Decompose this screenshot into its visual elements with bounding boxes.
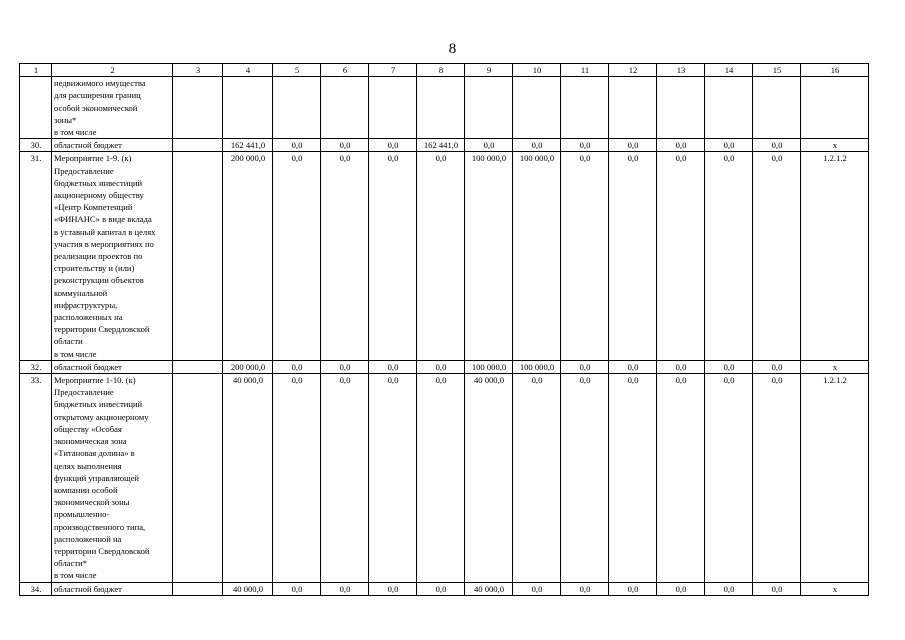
description-line: Предоставление <box>54 387 114 398</box>
description-line: в том числе <box>54 348 97 359</box>
description-line: территории Свердловской <box>54 545 150 556</box>
value-cell: 0,0 <box>417 374 465 582</box>
value-cell: 200 000,0 <box>223 360 273 373</box>
value-cell: 0,0 <box>657 582 705 595</box>
value-cell: 0,0 <box>369 152 417 360</box>
description-line: производственного типа, <box>54 521 146 532</box>
value-cell <box>173 360 223 373</box>
value-cell: 0,0 <box>321 374 369 582</box>
value-cell: 100 000,0 <box>513 360 561 373</box>
target-code-cell: 1.2.1.2 <box>801 374 869 582</box>
column-header: 16 <box>801 64 869 77</box>
column-header: 11 <box>561 64 609 77</box>
value-cell: 0,0 <box>609 152 657 360</box>
row-number: 33. <box>20 374 52 582</box>
value-cell: 0,0 <box>657 139 705 152</box>
value-cell <box>369 77 417 139</box>
description-line: особой экономической <box>54 102 138 113</box>
description-line: участия в мероприятиях по <box>54 238 154 249</box>
description-line: области* <box>54 558 88 569</box>
column-header: 14 <box>705 64 753 77</box>
column-header: 13 <box>657 64 705 77</box>
column-header: 15 <box>753 64 801 77</box>
description-line: реализации проектов по <box>54 251 143 262</box>
value-cell: 0,0 <box>753 152 801 360</box>
value-cell: 0,0 <box>657 152 705 360</box>
column-header: 9 <box>465 64 513 77</box>
description-line: бюджетных инвестиций <box>54 399 143 410</box>
description-line: инфраструктуры, <box>54 299 118 310</box>
row-description <box>52 152 173 360</box>
description-line: бюджетных инвестиций <box>54 177 143 188</box>
value-cell: 0,0 <box>705 360 753 373</box>
target-code-cell: x <box>801 360 869 373</box>
description-line: экономической зоны <box>54 497 130 508</box>
value-cell: 0,0 <box>753 374 801 582</box>
value-cell: 0,0 <box>753 360 801 373</box>
header-row <box>20 64 869 77</box>
value-cell: 0,0 <box>465 139 513 152</box>
table-row <box>20 152 869 360</box>
value-cell <box>321 77 369 139</box>
value-cell: 0,0 <box>561 139 609 152</box>
description-line: областной бюджет <box>54 361 122 372</box>
value-cell: 0,0 <box>369 374 417 582</box>
value-cell <box>609 77 657 139</box>
description-line: зоны* <box>54 114 77 125</box>
value-cell: 0,0 <box>609 582 657 595</box>
value-cell <box>173 374 223 582</box>
row-description <box>52 582 173 595</box>
description-line: экономическая зона <box>54 436 127 447</box>
value-cell: 0,0 <box>705 582 753 595</box>
value-cell: 0,0 <box>369 360 417 373</box>
value-cell <box>657 77 705 139</box>
description-line: обществу «Особая <box>54 423 122 434</box>
description-line: расположенной на <box>54 533 122 544</box>
description-line: недвижимого имущества <box>54 78 146 89</box>
value-cell: 0,0 <box>705 152 753 360</box>
description-line: в том числе <box>54 570 97 581</box>
value-cell <box>173 77 223 139</box>
column-header: 12 <box>609 64 657 77</box>
row-number: 32. <box>20 360 52 373</box>
value-cell: 0,0 <box>561 374 609 582</box>
row-description <box>52 77 173 139</box>
value-cell: 0,0 <box>273 582 321 595</box>
target-code-cell: x <box>801 582 869 595</box>
value-cell: 100 000,0 <box>465 360 513 373</box>
value-cell: 0,0 <box>321 360 369 373</box>
value-cell <box>417 77 465 139</box>
row-number <box>20 77 52 139</box>
value-cell: 0,0 <box>273 139 321 152</box>
value-cell: 40 000,0 <box>465 374 513 582</box>
description-line: реконструкции объектов <box>54 275 144 286</box>
value-cell: 40 000,0 <box>223 374 273 582</box>
value-cell: 0,0 <box>657 360 705 373</box>
column-header: 7 <box>369 64 417 77</box>
row-description <box>52 374 173 582</box>
value-cell <box>173 582 223 595</box>
value-cell: 162 441,0 <box>417 139 465 152</box>
value-cell <box>561 77 609 139</box>
value-cell: 0,0 <box>561 582 609 595</box>
value-cell: 100 000,0 <box>465 152 513 360</box>
value-cell: 0,0 <box>753 582 801 595</box>
column-header: 10 <box>513 64 561 77</box>
value-cell: 0,0 <box>321 582 369 595</box>
value-cell <box>173 139 223 152</box>
table-row <box>20 374 869 582</box>
description-line: строительству и (или) <box>54 263 135 274</box>
description-line: Предоставление <box>54 165 114 176</box>
column-header: 3 <box>173 64 223 77</box>
row-description <box>52 360 173 373</box>
value-cell: 0,0 <box>561 360 609 373</box>
column-header: 1 <box>20 64 52 77</box>
value-cell: 0,0 <box>417 360 465 373</box>
row-description <box>52 139 173 152</box>
value-cell <box>705 77 753 139</box>
description-line: расположенных на <box>54 312 123 323</box>
value-cell <box>173 152 223 360</box>
value-cell: 40 000,0 <box>223 582 273 595</box>
column-header: 4 <box>223 64 273 77</box>
description-line: в уставный капитал в целях <box>54 226 156 237</box>
table-row <box>20 77 869 139</box>
description-line: акционерному обществу <box>54 190 144 201</box>
table-row <box>20 582 869 595</box>
value-cell <box>465 77 513 139</box>
description-line: для расширения границ <box>54 90 141 101</box>
value-cell <box>273 77 321 139</box>
column-header: 2 <box>52 64 173 77</box>
table-row <box>20 360 869 373</box>
value-cell <box>753 77 801 139</box>
column-header: 8 <box>417 64 465 77</box>
row-number: 30. <box>20 139 52 152</box>
description-line: промышленно- <box>54 509 110 520</box>
description-line: территории Свердловской <box>54 324 150 335</box>
value-cell: 0,0 <box>705 374 753 582</box>
page-number: 8 <box>448 41 457 57</box>
description-line: областной бюджет <box>54 583 122 594</box>
description-line: области <box>54 336 83 347</box>
description-line: открытому акционерному <box>54 411 149 422</box>
value-cell: 0,0 <box>753 139 801 152</box>
value-cell: 0,0 <box>609 139 657 152</box>
value-cell: 0,0 <box>609 360 657 373</box>
target-code-cell: 1.2.1.2 <box>801 152 869 360</box>
description-line: функций управляющей <box>54 472 140 483</box>
value-cell: 0,0 <box>609 374 657 582</box>
value-cell: 40 000,0 <box>465 582 513 595</box>
value-cell: 0,0 <box>369 139 417 152</box>
column-header: 5 <box>273 64 321 77</box>
value-cell: 100 000,0 <box>513 152 561 360</box>
description-line: коммунальной <box>54 287 108 298</box>
value-cell: 0,0 <box>321 152 369 360</box>
description-line: Мероприятие 1-10. (к) <box>54 375 136 386</box>
value-cell: 0,0 <box>273 374 321 582</box>
description-line: компании особой <box>54 484 118 495</box>
value-cell: 0,0 <box>321 139 369 152</box>
value-cell: 0,0 <box>513 582 561 595</box>
description-line: «Центр Компетенций <box>54 202 133 213</box>
description-line: «Титановая долина» в <box>54 448 135 459</box>
description-line: Мероприятие 1-9. (к) <box>54 153 132 164</box>
value-cell: 0,0 <box>417 152 465 360</box>
description-line: в том числе <box>54 127 97 138</box>
value-cell <box>223 77 273 139</box>
value-cell: 0,0 <box>417 582 465 595</box>
value-cell: 200 000,0 <box>223 152 273 360</box>
column-header: 6 <box>321 64 369 77</box>
value-cell: 0,0 <box>513 139 561 152</box>
value-cell: 0,0 <box>561 152 609 360</box>
target-code-cell <box>801 77 869 139</box>
value-cell: 0,0 <box>657 374 705 582</box>
description-line: областной бюджет <box>54 140 122 151</box>
description-line: «ФИНАНС» в виде вклада <box>54 214 152 225</box>
value-cell: 0,0 <box>513 374 561 582</box>
value-cell: 0,0 <box>273 152 321 360</box>
value-cell: 0,0 <box>273 360 321 373</box>
target-code-cell: x <box>801 139 869 152</box>
row-number: 34. <box>20 582 52 595</box>
table-row <box>20 139 869 152</box>
row-number: 31. <box>20 152 52 360</box>
value-cell: 0,0 <box>705 139 753 152</box>
budget-table <box>19 63 869 596</box>
value-cell: 0,0 <box>369 582 417 595</box>
value-cell <box>513 77 561 139</box>
value-cell: 162 441,0 <box>223 139 273 152</box>
description-line: целях выполнения <box>54 460 122 471</box>
